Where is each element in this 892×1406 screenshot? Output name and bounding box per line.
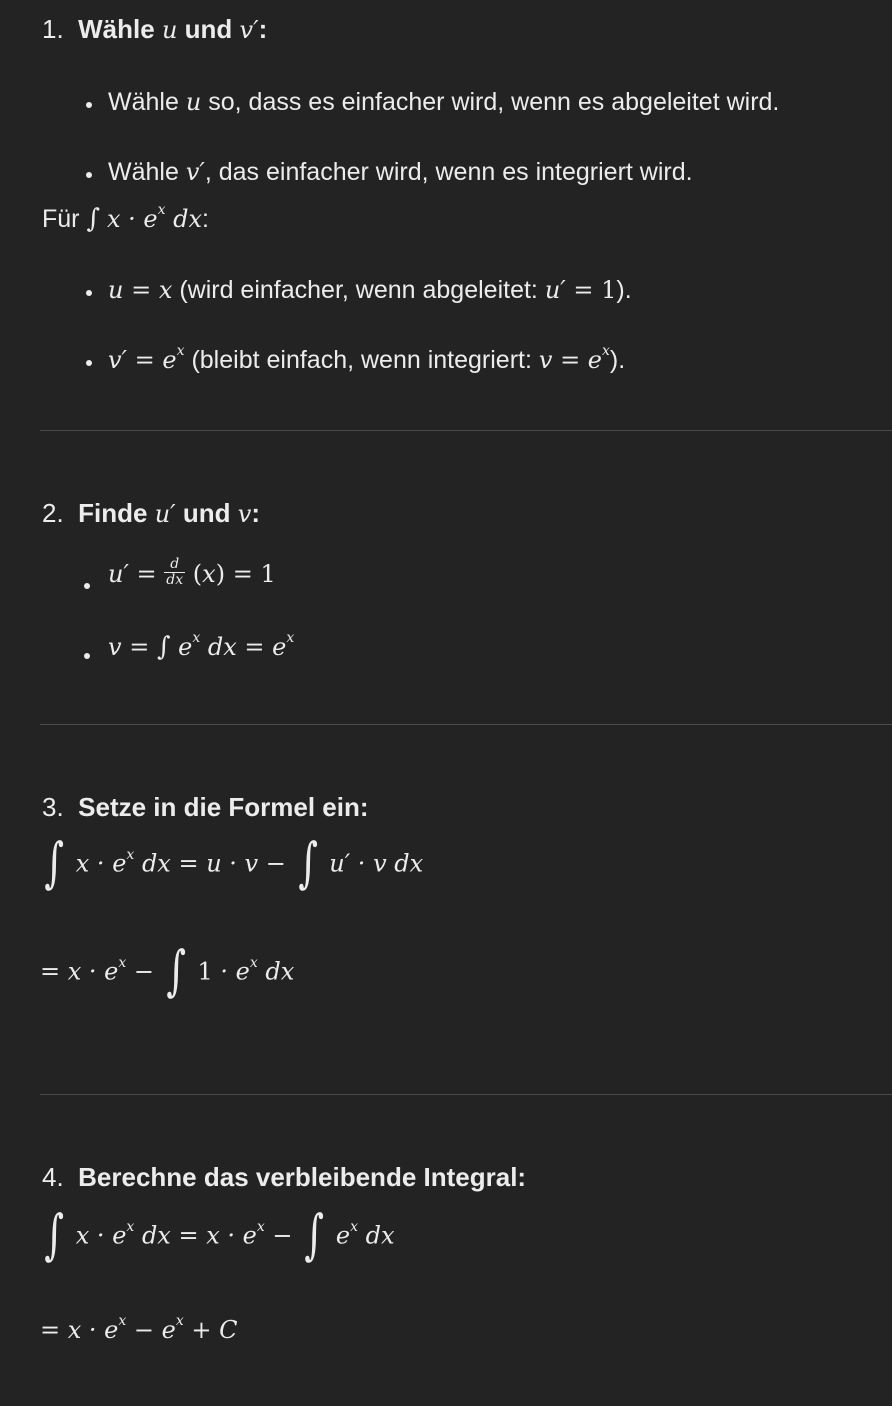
divider <box>40 1094 892 1095</box>
step4-heading: 4. Berechne das verbleibende Integral: <box>42 1162 527 1192</box>
choice-u: u = x (wird einfacher, wenn abgeleitet: u′ = 1). <box>108 276 632 304</box>
math-v-prime: v′ <box>239 16 259 44</box>
step3-heading: 3. Setze in die Formel ein: <box>42 792 369 822</box>
divider <box>40 430 892 431</box>
step1-title-prefix: Wähle <box>78 14 155 44</box>
step1-number: 1. <box>42 14 64 44</box>
bullet <box>86 172 92 178</box>
bullet <box>84 583 90 589</box>
formula-step3-line2: = $x \cdot e^x$ − ∫ $1 \cdot e^x$ dx <box>40 939 295 1002</box>
step1-bullet-2: Wähle v′, das einfacher wird, wenn es integriert wird. <box>108 158 693 186</box>
bullet <box>86 360 92 366</box>
step1-title-mid: und <box>184 14 233 44</box>
bullet <box>86 102 92 108</box>
bullet <box>84 653 90 659</box>
math-u: u <box>161 16 178 44</box>
step2-heading: 2. Finde u′ und v: <box>42 498 260 528</box>
formula-v: v = ∫ $e^x$ dx = $e^x$ <box>108 630 295 662</box>
formula-u-prime: u′ = $\frac{d}{dx}$ (x) = 1 <box>108 556 276 588</box>
step1-heading: 1. Wähle u und v′: <box>42 14 268 44</box>
formula-partial-integration: ∫ $x \cdot e^x$ dx = u · v − ∫ u′ · v dx <box>44 831 424 894</box>
formula-step4-line1: ∫ $x \cdot e^x$ dx = $x \cdot e^x$ − ∫ $e^x$ dx <box>44 1203 395 1266</box>
formula-result: = $x \cdot e^x - e^x + C$ <box>40 1313 238 1344</box>
bullet <box>86 290 92 296</box>
divider <box>40 724 892 725</box>
step1-bullet-1: Wähle u so, dass es einfacher wird, wenn es abgeleitet wird. <box>108 88 780 116</box>
fuer-line: Für ∫ $x \cdot e^x$ dx: <box>42 202 209 234</box>
choice-v: $v' = e^x$ (bleibt einfach, wenn integriert: $v = e^x$). <box>108 343 626 374</box>
